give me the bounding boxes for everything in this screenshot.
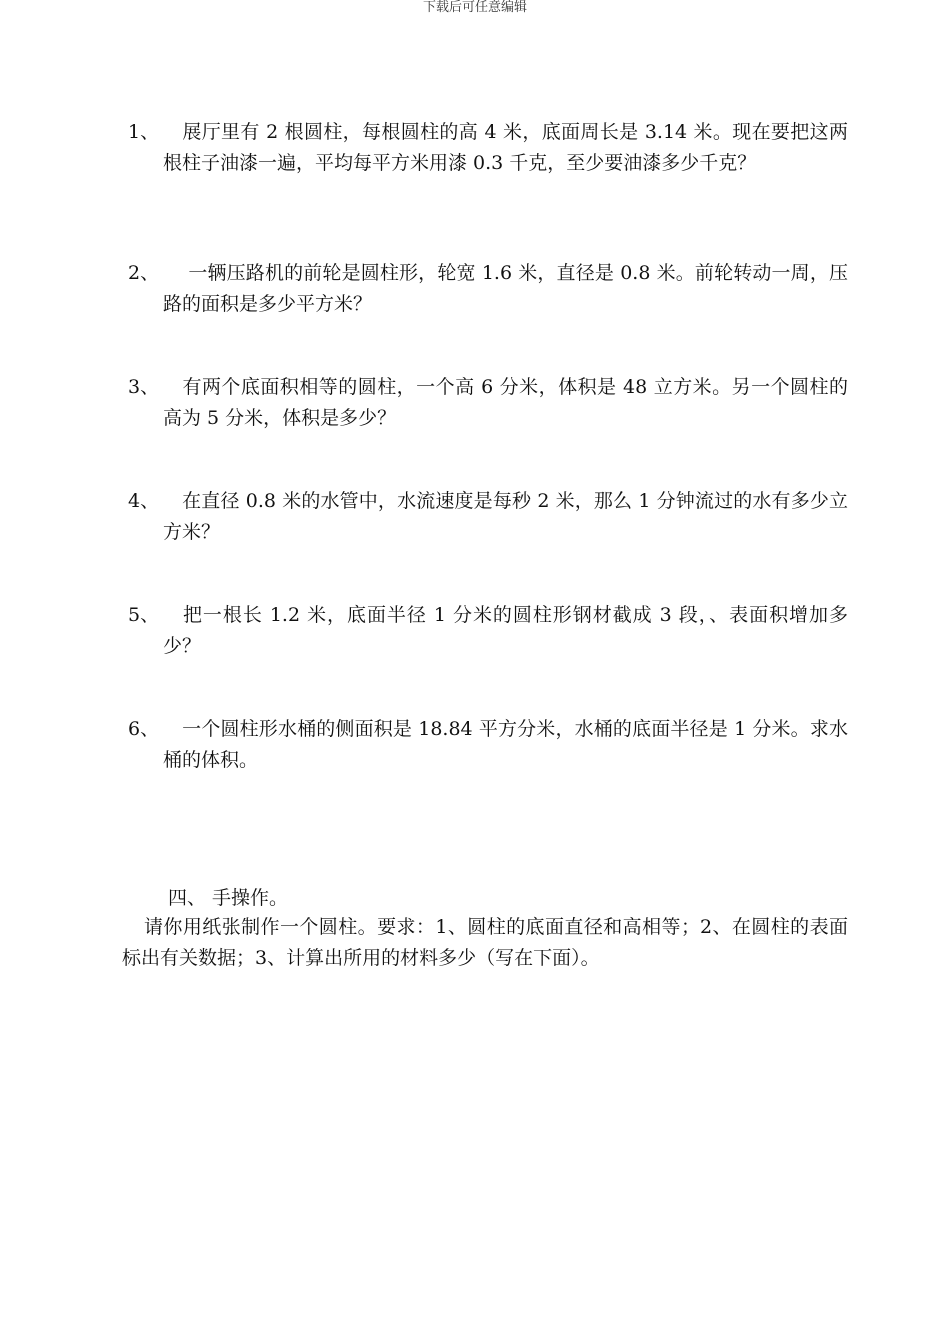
problem-number: 4、 bbox=[128, 490, 160, 512]
problem-4 bbox=[128, 486, 848, 548]
problem-text: 把一根长 1.2 米，底面半径 1 分米的圆柱形钢材截成 3 段，、表面积增加多少？ bbox=[163, 604, 848, 657]
problem-number: 5、 bbox=[128, 604, 160, 626]
problem-number: 2、 bbox=[128, 262, 160, 284]
section-text: 请你用纸张制作一个圆柱。要求：1、圆柱的底面直径和高相等；2、在圆柱的表面标出有关数据；3、计算出所用的材料多少（写在下面）。 bbox=[122, 916, 848, 969]
problem-number: 6、 bbox=[128, 718, 160, 740]
problem-number: 3、 bbox=[128, 376, 160, 398]
problem-text: 有两个底面积相等的圆柱，一个高 6 分米，体积是 48 立方米。另一个圆柱的高为 5 分米，体积是多少？ bbox=[163, 376, 848, 429]
problem-number: 1、 bbox=[128, 121, 160, 143]
problem-3 bbox=[128, 372, 848, 434]
section-title: 四、 手操作。 bbox=[168, 887, 289, 909]
problem-1 bbox=[128, 117, 848, 179]
problem-text: 一个圆柱形水桶的侧面积是 18.84 平方分米，水桶的底面半径是 1 分米。求水桶的体积。 bbox=[163, 718, 848, 771]
problem-6 bbox=[128, 714, 848, 776]
problem-5 bbox=[128, 600, 848, 662]
problem-text: 展厅里有 2 根圆柱，每根圆柱的高 4 米，底面周长是 3.14 米。现在要把这两根柱子油漆一遍，平均每平方米用漆 0.3 千克，至少要油漆多少千克？ bbox=[163, 121, 848, 174]
problem-2 bbox=[128, 258, 848, 320]
problem-text: 一辆压路机的前轮是圆柱形，轮宽 1.6 米，直径是 0.8 米。前轮转动一周，压路的面积是多少平方米？ bbox=[163, 262, 848, 315]
header-note: 下载后可任意编辑 bbox=[422, 0, 527, 15]
problem-text: 在直径 0.8 米的水管中，水流速度是每秒 2 米，那么 1 分钟流过的水有多少立方米？ bbox=[163, 490, 848, 543]
